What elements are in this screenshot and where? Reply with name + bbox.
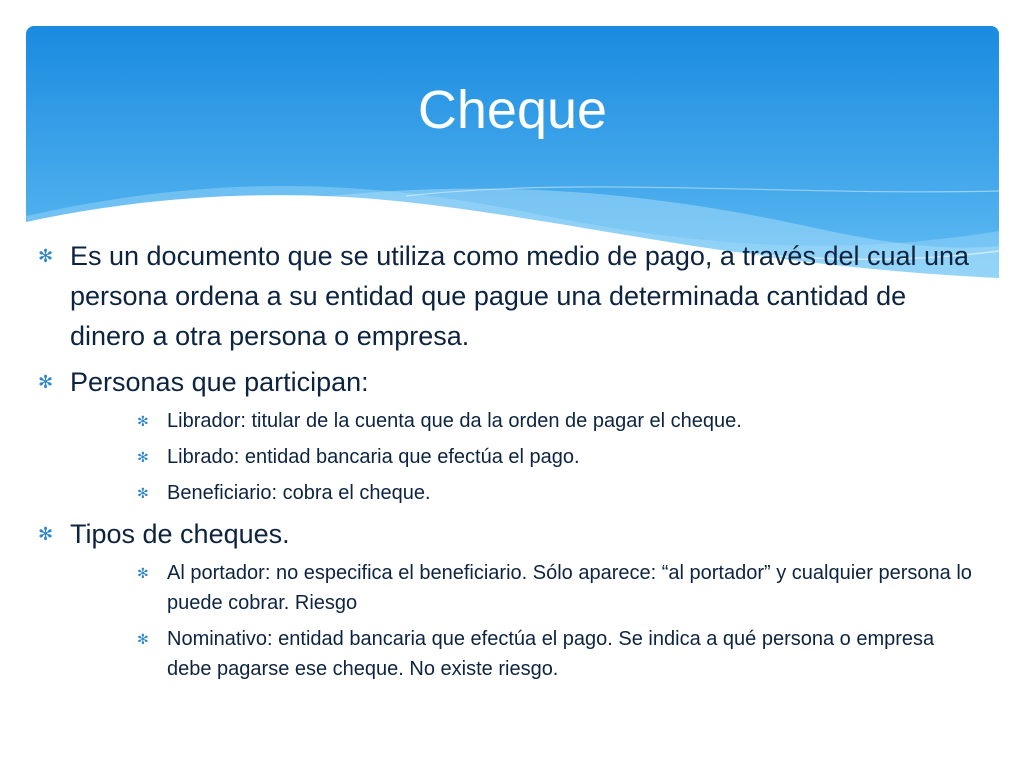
asterisk-icon: ✻ <box>137 449 149 465</box>
bullet-item <box>38 236 978 356</box>
asterisk-icon: ✻ <box>137 631 149 647</box>
sub-bullet-item <box>38 558 978 618</box>
asterisk-icon: ✻ <box>137 565 149 581</box>
bullet-text: Es un documento que se utiliza como medio de pago, a través del cual una persona ordena a su entidad que pague una determinada cantidad de dinero a otra persona o empresa. <box>70 241 970 351</box>
asterisk-icon: ✻ <box>38 372 54 392</box>
asterisk-icon: ✻ <box>137 413 149 429</box>
slide-title: Cheque <box>417 80 608 140</box>
bullet-text: Personas que participan: <box>70 367 369 397</box>
sub-bullet-list <box>38 406 978 508</box>
sub-bullet-text: Al portador: no especifica el beneficiario. Sólo aparece: “al portador” y cualquier persona lo puede cobrar. Riesgo <box>167 562 972 614</box>
sub-bullet-list <box>38 558 978 684</box>
sub-bullet-text: Beneficiario: cobra el cheque. <box>167 482 431 504</box>
asterisk-icon: ✻ <box>38 524 54 544</box>
sub-bullet-item <box>38 406 978 436</box>
sub-bullet-item <box>38 624 978 684</box>
sub-bullet-text: Librador: titular de la cuenta que da la orden de pagar el cheque. <box>167 410 742 432</box>
bullet-text: Tipos de cheques. <box>70 519 290 549</box>
bullet-list <box>38 236 978 690</box>
sub-bullet-text: Librado: entidad bancaria que efectúa el pago. <box>167 446 580 468</box>
sub-bullet-item <box>38 478 978 508</box>
sub-bullet-text: Nominativo: entidad bancaria que efectúa el pago. Se indica a qué persona o empresa debe pagarse ese cheque. No existe riesgo. <box>167 628 935 680</box>
asterisk-icon: ✻ <box>137 485 149 501</box>
asterisk-icon: ✻ <box>38 246 54 266</box>
sub-bullet-item <box>38 442 978 472</box>
bullet-item <box>38 362 978 402</box>
bullet-item <box>38 514 978 554</box>
